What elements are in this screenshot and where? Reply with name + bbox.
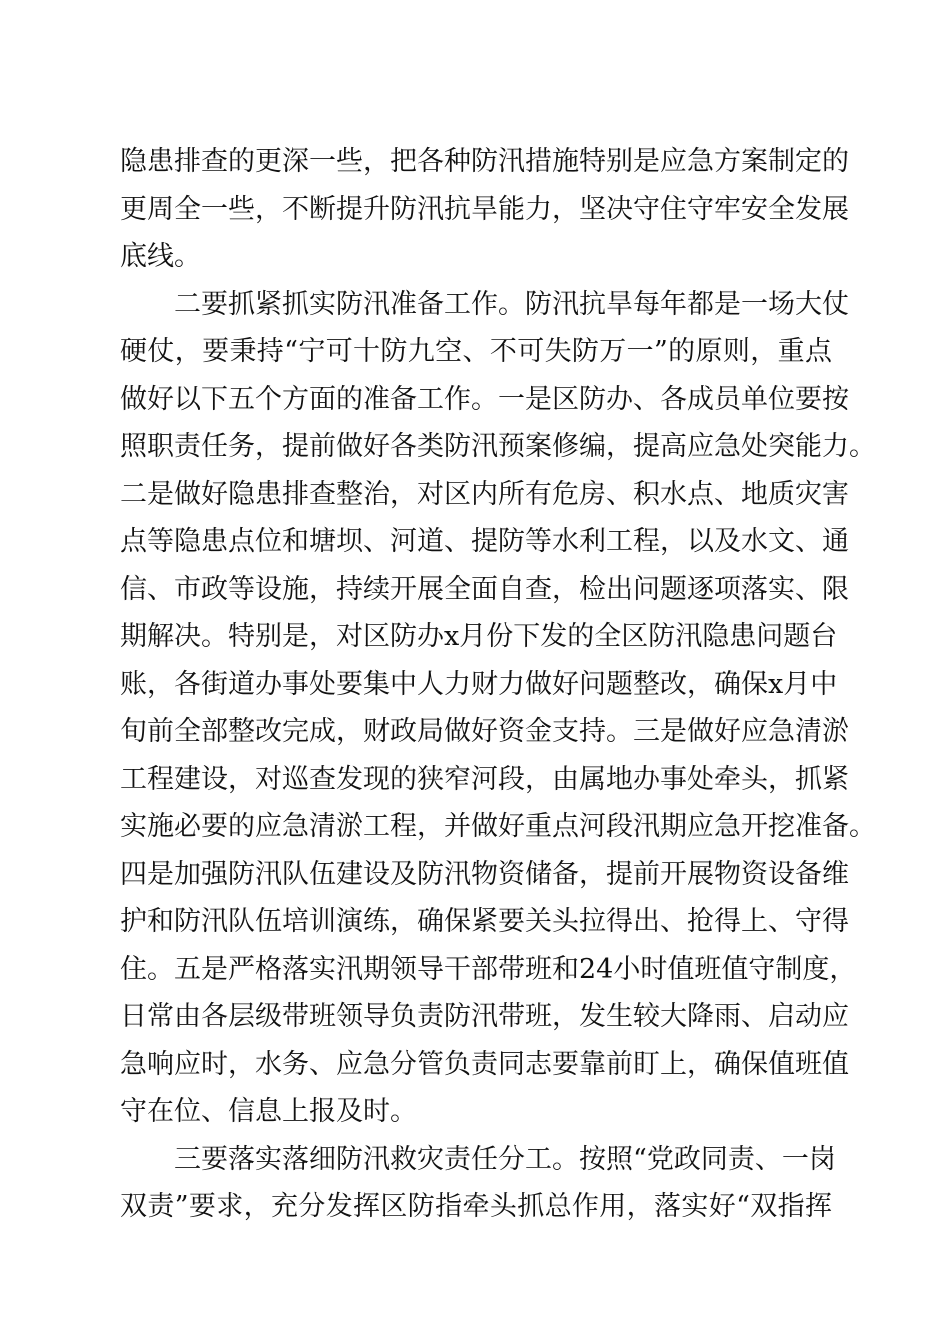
text-line: 期 解 决 。 特 别 是 ， 对 区 防 办 x 月 份 下 发 的 全 区 防 汛 隐 患 问 题 台 [120, 621, 838, 652]
text-line: 守 在 位 、 信 息 上 报 及 时 。 [120, 1096, 417, 1127]
document-body [120, 138, 876, 1231]
text-line: 信 、 市 政 等 设 施 ， 持 续 开 展 全 面 自 查 ， 检 出 问 题 逐 项 落 实 、 限 [120, 573, 849, 605]
text-line: 工 程 建 设 ， 对 巡 查 发 现 的 狭 窄 河 段 ， 由 属 地 办 事 处 牵 头 ， 抓 紧 [120, 763, 849, 795]
text-line: 底 线 。 [120, 241, 201, 272]
text-line: 账 ， 各 街 道 办 事 处 要 集 中 人 力 财 力 做 好 问 题 整 改 ， 确 保 x 月 中 [120, 668, 838, 700]
text-line: 硬 仗 ， 要 秉 持 “ 宁 可 十 防 九 空 、 不 可 失 防 万 一 ” 的 原 则 ， 重 点 [120, 336, 832, 367]
text-line: 二 要 抓 紧 抓 实 防 汛 准 备 工 作 。 防 汛 抗 旱 每 年 都 是 一 场 大 仗 [174, 288, 849, 320]
text-line: 四 是 加 强 防 汛 队 伍 建 设 及 防 汛 物 资 储 备 ， 提 前 开 展 物 资 设 备 维 [120, 858, 849, 890]
text-line: 旬 前 全 部 整 改 完 成 ， 财 政 局 做 好 资 金 支 持 。 三 是 做 好 应 急 清 淤 [120, 716, 849, 747]
text-line: 照 职 责 任 务 ， 提 前 做 好 各 类 防 汛 预 案 修 编 ， 提 高 应 急 处 突 能 力 。 [120, 431, 876, 462]
text-line: 三 要 落 实 落 细 防 汛 救 灾 责 任 分 工 。 按 照 “ 党 政 同 责 、 一 岗 [174, 1143, 836, 1175]
text-line: 实 施 必 要 的 应 急 清 淤 工 程 ， 并 做 好 重 点 河 段 汛 期 应 急 开 挖 准 备 。 [120, 811, 876, 842]
text-line: 日 常 由 各 层 级 带 班 领 导 负 责 防 汛 带 班 ， 发 生 较 大 降 雨 、 启 动 应 [120, 1001, 849, 1032]
text-line: 住 。 五 是 严 格 落 实 汛 期 领 导 干 部 带 班 和 24 小 时 值 班 值 守 制 度 ， [120, 953, 857, 985]
text-line: 做 好 以 下 五 个 方 面 的 准 备 工 作 。 一 是 区 防 办 、 各 成 员 单 位 要 按 [120, 383, 849, 415]
text-line: 隐 患 排 查 的 更 深 一 些 ， 把 各 种 防 汛 措 施 特 别 是 应 急 方 案 制 定 的 [120, 146, 849, 177]
text-line: 点 等 隐 患 点 位 和 塘 坝 、 河 道 、 提 防 等 水 利 工 程 ， 以 及 水 文 、 通 [120, 526, 849, 557]
text-line: 双 责 ” 要 求 ， 充 分 发 挥 区 防 指 牵 头 抓 总 作 用 ， 落 实 好 “ 双 指 挥 [120, 1191, 832, 1222]
text-line: 护 和 防 汛 队 伍 培 训 演 练 ， 确 保 紧 要 关 头 拉 得 出 、 抢 得 上 、 守 得 [120, 906, 849, 937]
text-line: 二 是 做 好 隐 患 排 查 整 治 ， 对 区 内 所 有 危 房 、 积 水 点 、 地 质 灾 害 [120, 478, 849, 510]
text-line: 急 响 应 时 ， 水 务 、 应 急 分 管 负 责 同 志 要 靠 前 盯 上 ， 确 保 值 班 值 [120, 1048, 849, 1080]
text-line: 更 周 全 一 些 ， 不 断 提 升 防 汛 抗 旱 能 力 ， 坚 决 守 住 守 牢 安 全 发 展 [120, 193, 849, 225]
